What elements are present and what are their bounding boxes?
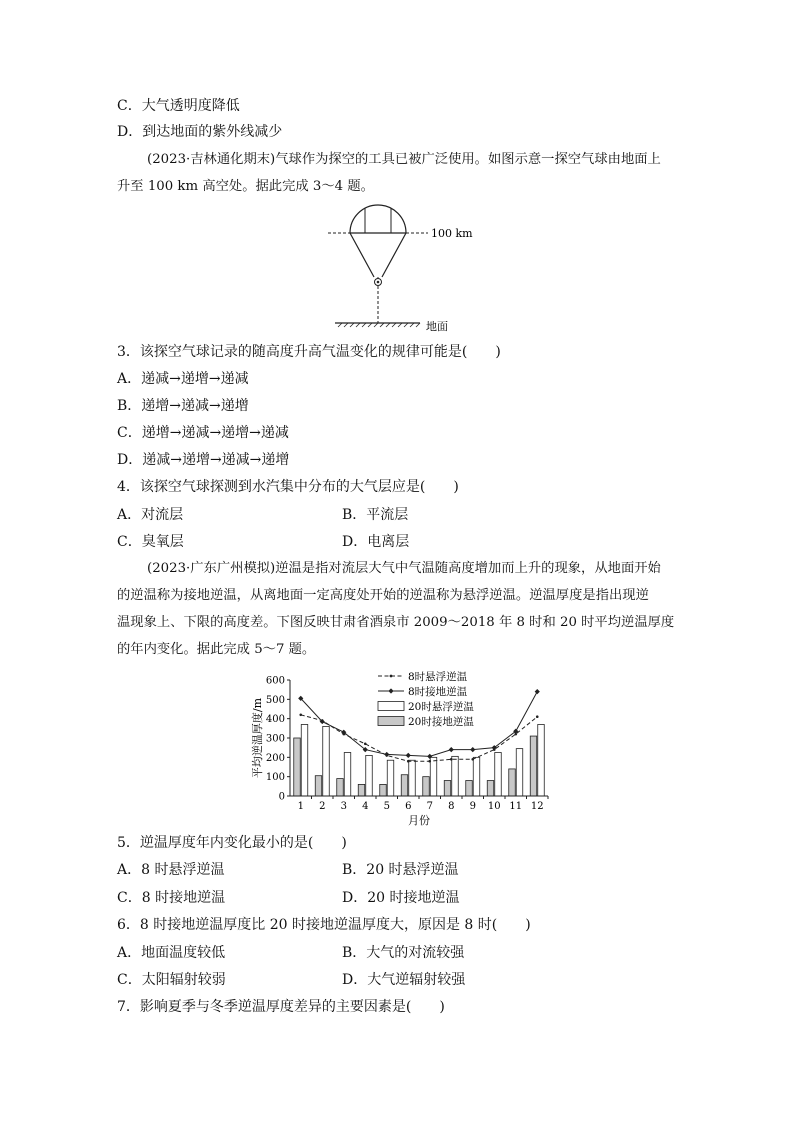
legend-swatch-20h-suspended	[378, 702, 404, 711]
y-axis-label: 平均逆温厚度/m	[251, 697, 264, 779]
q4-option-c: C．臭氧层	[117, 534, 184, 550]
bar-20h-suspended	[538, 724, 545, 796]
inversion-chart	[240, 668, 560, 828]
y-tick-label: 300	[265, 733, 285, 745]
ground-hatching	[338, 323, 420, 327]
bar-20h-ground	[487, 781, 494, 796]
x-tick-label: 2	[319, 801, 326, 812]
bar-20h-suspended	[323, 726, 330, 796]
point-8h-suspended	[450, 758, 453, 761]
bar-20h-ground	[466, 781, 473, 796]
y-tick-label: 100	[265, 772, 285, 784]
q5-stem: 5．逆温厚度年内变化最小的是( )	[117, 835, 347, 851]
bar-20h-ground	[423, 777, 430, 796]
suspension-line	[350, 233, 374, 277]
x-axis-label: 月份	[408, 814, 430, 827]
q6-option-d: D．大气逆辐射较强	[342, 972, 466, 988]
point-8h-ground	[449, 747, 454, 752]
label-100km: 100 km	[431, 227, 473, 240]
x-tick-label: 3	[340, 801, 347, 812]
point-8h-suspended	[471, 758, 474, 761]
x-tick-label: 6	[405, 801, 412, 812]
q3-option-c: C．递增→递减→递增→递减	[117, 425, 289, 441]
legend-label: 8时接地逆温	[408, 686, 468, 698]
bar-20h-suspended	[452, 756, 459, 796]
balloon-figure	[320, 200, 480, 335]
bar-20h-ground	[401, 775, 408, 796]
x-tick-label: 9	[469, 801, 476, 812]
q5-option-c: C．8 时接地逆温	[117, 890, 226, 906]
q2-option-d: D．到达地面的紫外线减少	[117, 124, 283, 140]
payload-dot	[377, 281, 380, 284]
legend-label: 20时接地逆温	[408, 716, 474, 728]
x-tick-label: 7	[426, 801, 433, 812]
legend-label: 8时悬浮逆温	[408, 671, 468, 683]
q6-option-a: A．地面温度较低	[117, 945, 226, 961]
y-tick-label: 500	[265, 694, 285, 706]
q6-option-c: C．太阳辐射较弱	[117, 972, 226, 988]
label-ground: 地面	[426, 320, 448, 333]
q3-option-d: D．递减→递增→递减→递增	[117, 452, 290, 468]
q6-stem: 6．8 时接地逆温厚度比 20 时接地逆温厚度大，原因是 8 时( )	[117, 917, 531, 933]
bar-20h-suspended	[473, 757, 480, 796]
bar-20h-suspended	[366, 755, 373, 796]
q2-option-c: C．大气透明度降低	[117, 98, 240, 114]
intro-5-7-line2: 的逆温称为接地逆温，从离地面一定高度处开始的逆温称为悬浮逆温。逆温厚度是指出现逆	[117, 588, 649, 603]
point-8h-suspended	[364, 743, 367, 746]
intro-5-7-line1: (2023·广东广州模拟)逆温是指对流层大气中气温随高度增加而上升的现象，从地面开始	[147, 561, 661, 576]
bar-20h-ground	[530, 736, 537, 796]
point-8h-suspended	[536, 715, 539, 718]
point-8h-ground	[406, 753, 411, 758]
intro-3-4-line2: 升至 100 km 高空处。据此完成 3～4 题。	[117, 179, 374, 194]
point-8h-suspended	[407, 760, 410, 763]
bar-20h-suspended	[430, 757, 437, 796]
legend-swatch-20h-ground	[378, 717, 404, 726]
q7-stem: 7．影响夏季与冬季逆温厚度差异的主要因素是( )	[117, 999, 445, 1015]
suspension-line	[382, 233, 406, 277]
bar-20h-suspended	[301, 724, 308, 796]
bar-20h-ground	[444, 781, 451, 796]
bar-20h-suspended	[387, 760, 394, 796]
point-8h-ground	[535, 689, 540, 694]
point-8h-suspended	[299, 714, 302, 717]
bar-20h-suspended	[495, 753, 502, 797]
q5-option-d: D．20 时接地逆温	[342, 890, 460, 906]
x-tick-label: 4	[362, 801, 369, 812]
bar-20h-ground	[358, 784, 365, 796]
bar-20h-ground	[315, 776, 322, 796]
bar-20h-ground	[509, 769, 516, 796]
bar-20h-suspended	[344, 753, 351, 797]
parachute-canopy	[350, 205, 406, 233]
q4-option-a: A．对流层	[117, 507, 184, 523]
point-8h-suspended	[428, 760, 431, 763]
x-tick-label: 8	[448, 801, 455, 812]
y-tick-label: 0	[278, 791, 285, 803]
q5-option-b: B．20 时悬浮逆温	[342, 862, 459, 878]
bar-20h-suspended	[516, 749, 523, 796]
q3-stem: 3．该探空气球记录的随高度升高气温变化的规律可能是( )	[117, 344, 501, 360]
y-tick-label: 400	[265, 714, 285, 726]
legend-marker-8h-suspended	[390, 675, 393, 678]
legend-label: 20时悬浮逆温	[408, 701, 474, 713]
q4-option-d: D．电离层	[342, 534, 410, 550]
q6-option-b: B．大气的对流较强	[342, 945, 465, 961]
x-tick-label: 1	[297, 801, 304, 812]
q3-option-b: B．递增→递减→递增	[117, 398, 249, 414]
x-tick-label: 10	[487, 801, 501, 812]
q5-option-a: A．8 时悬浮逆温	[117, 862, 225, 878]
x-tick-label: 5	[383, 801, 390, 812]
point-8h-ground	[470, 747, 475, 752]
legend-marker-8h-ground	[388, 688, 393, 693]
q4-stem: 4．该探空气球探测到水汽集中分布的大气层应是( )	[117, 479, 459, 495]
intro-3-4-line1: (2023·吉林通化期末)气球作为探空的工具已被广泛使用。如图示意一探空气球由地面上	[147, 152, 661, 167]
bar-20h-ground	[337, 779, 344, 796]
intro-5-7-line4: 的年内变化。据此完成 5～7 题。	[117, 642, 316, 657]
bar-20h-suspended	[409, 760, 416, 796]
bar-20h-ground	[294, 738, 301, 796]
q4-option-b: B．平流层	[342, 507, 409, 523]
intro-5-7-line3: 温现象上、下限的高度差。下图反映甘肃省酒泉市 2009～2018 年 8 时和 20 时平均逆温厚度	[117, 615, 675, 630]
x-tick-label: 12	[530, 801, 544, 812]
q3-option-a: A．递减→递增→递减	[117, 371, 249, 387]
y-tick-label: 200	[265, 752, 285, 764]
bar-20h-ground	[380, 784, 387, 796]
y-tick-label: 600	[265, 675, 285, 687]
x-tick-label: 11	[509, 801, 523, 812]
